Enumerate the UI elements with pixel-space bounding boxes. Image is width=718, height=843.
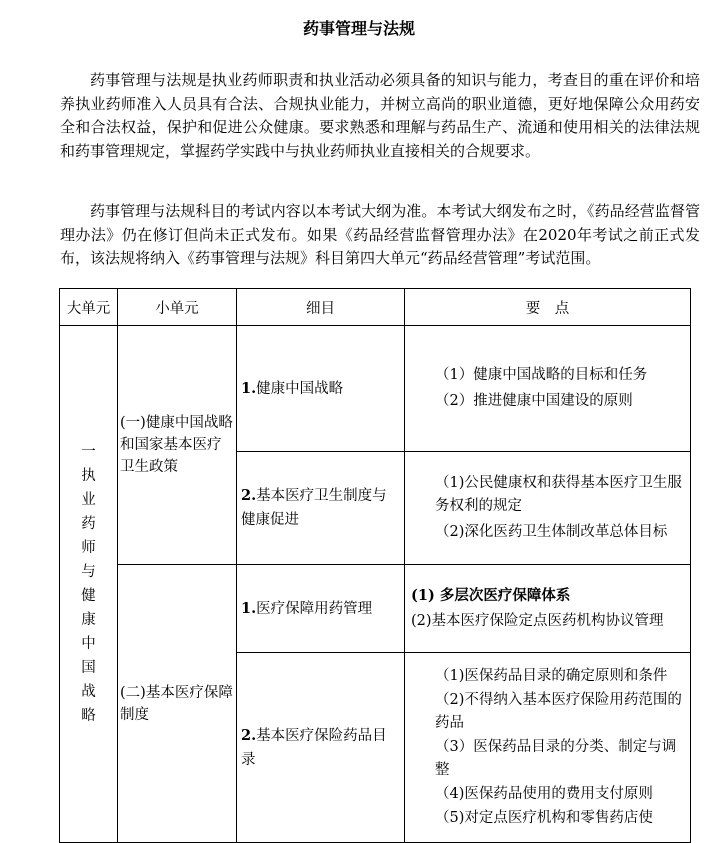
header-item: 细目 (237, 289, 405, 326)
item-cell: 1.医疗保障用药管理 (237, 565, 405, 653)
key-points-cell: （1)医保药品目录的确定原则和条件 （2)不得纳入基本医疗保险用药范围的药品 （3）医保药品目录的分类、制定与调整 （4)医保药品使用的费用支付原则 （5)对定点医疗机构和零售药店使 (405, 653, 691, 843)
table-row (60, 565, 691, 653)
intro-paragraph: 药事管理与法规是执业药师职责和执业活动必须具备的知识与能力，考查目的重在评价和培养执业药师准入人员具有合法、合规执业能力，并树立高尚的职业道德，更好地保障公众用药安全和合法权益，保护和促进公众健康。要求熟悉和理解与药品生产、流通和使用相关的法律法规和药事管理规定，掌握药学实践中与执业药师执业直接相关的合规要求。 (60, 71, 700, 160)
key-points-cell: (1) 多层次医疗保障体系 (2)基本医疗保险定点医药机构协议管理 (405, 565, 691, 653)
sub-unit-cell: (一)健康中国战略和国家基本医疗卫生政策 (118, 326, 237, 565)
major-unit-cell: 一 执 业 药 师 与 健 康 中 国 战 略 (60, 326, 118, 843)
page-title: 药事管理与法规 (302, 19, 415, 38)
header-key-points: 要 点 (405, 289, 691, 326)
item-cell: 2.基本医疗保险药品目录 (237, 653, 405, 843)
sub-unit-cell: (二)基本医疗保障制度 (118, 565, 237, 843)
table-row (60, 326, 691, 452)
key-points-cell: （1）健康中国战略的目标和任务 （2）推进健康中国建设的原则 (405, 326, 691, 452)
item-cell: 1.健康中国战略 (237, 326, 405, 452)
header-major-unit: 大单元 (60, 289, 118, 326)
syllabus-table (59, 288, 691, 843)
item-cell: 2.基本医疗卫生制度与健康促进 (237, 452, 405, 565)
header-sub-unit: 小单元 (118, 289, 237, 326)
scope-paragraph: 药事管理与法规科目的考试内容以本考试大纲为准。本考试大纲发布之时，《药品经营监督管理办法》仍在修订但尚未正式发布。如果《药品经营监督管理办法》在2020年考试之前正式发布，该法规将纳入《药事管理与法规》科目第四大单元“药品经营管理”考试范围。 (60, 202, 700, 267)
key-points-cell: （1)公民健康权和获得基本医疗卫生服务权利的规定 （2)深化医药卫生体制改革总体目标 (405, 452, 691, 565)
table-header-row (60, 289, 691, 326)
